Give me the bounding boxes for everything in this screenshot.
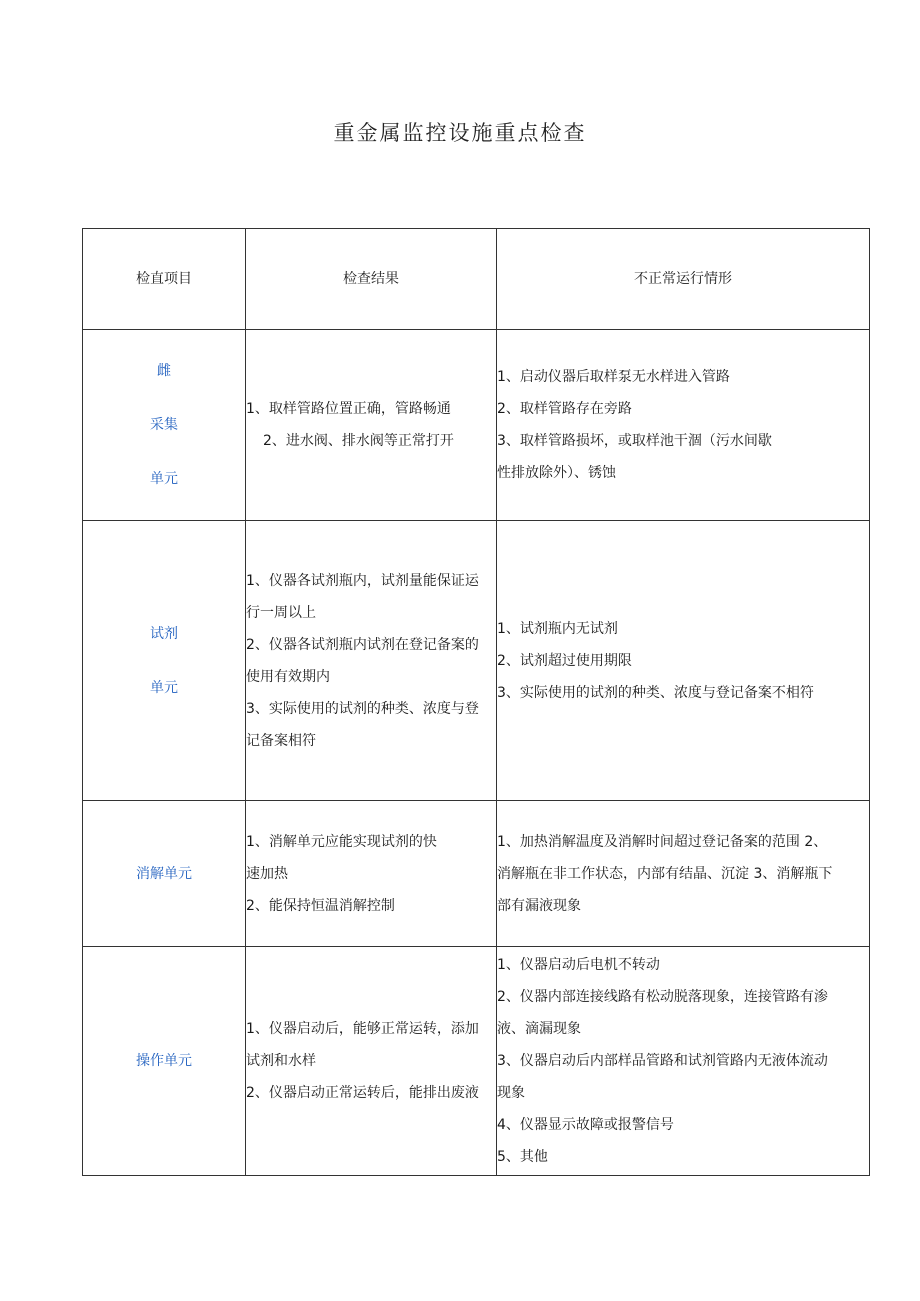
abnormal-line: 部有漏液现象 bbox=[497, 897, 581, 914]
abnormal-line: 5、其他 bbox=[497, 1149, 548, 1165]
abnormal-line: 2、试剂超过使用期限 bbox=[497, 652, 632, 669]
result-line: 2、仪器各试剂瓶内试剂在登记备案的 bbox=[246, 636, 479, 653]
unit-label: 单元 bbox=[150, 679, 178, 696]
result-line: 行一周以上 bbox=[246, 604, 316, 621]
result-line: 1、仪器各试剂瓶内，试剂量能保证运 bbox=[246, 572, 479, 589]
abnormal-cell bbox=[497, 521, 870, 801]
result-cell bbox=[246, 330, 497, 521]
unit-cell bbox=[83, 947, 246, 1176]
table-row bbox=[83, 801, 870, 947]
result-line: 速加热 bbox=[246, 865, 288, 882]
abnormal-cell bbox=[497, 330, 870, 521]
result-line: 1、取样管路位置正确，管路畅通 bbox=[246, 401, 451, 417]
unit-label: 单元 bbox=[150, 471, 178, 487]
abnormal-line: 消解瓶在非工作状态，内部有结晶、沉淀 3、消解瓶下 bbox=[497, 865, 833, 882]
unit-cell bbox=[83, 330, 246, 521]
header-abnormal: 不正常运行情形 bbox=[497, 229, 870, 330]
table-row bbox=[83, 521, 870, 801]
inspection-table bbox=[82, 228, 870, 1176]
abnormal-line: 1、仪器启动后电机不转动 bbox=[497, 957, 660, 973]
table-header-row bbox=[83, 229, 870, 330]
page-title: 重金属监控设施重点检查 bbox=[333, 121, 587, 145]
result-line: 使用有效期内 bbox=[246, 668, 330, 685]
result-line: 2、进水阀、排水阀等正常打开 bbox=[263, 433, 454, 449]
table-row bbox=[83, 947, 870, 1176]
abnormal-line: 液、滴漏现象 bbox=[497, 1021, 581, 1037]
result-line: 记备案相符 bbox=[246, 732, 316, 749]
result-line: 1、仪器启动后，能够正常运转，添加 bbox=[246, 1021, 479, 1037]
unit-label: 操作单元 bbox=[136, 1053, 192, 1069]
table-row bbox=[83, 330, 870, 521]
result-cell bbox=[246, 947, 497, 1176]
abnormal-line: 现象 bbox=[497, 1085, 525, 1101]
result-line: 1、消解单元应能实现试剂的快 bbox=[246, 833, 437, 850]
abnormal-cell bbox=[497, 947, 870, 1176]
abnormal-line: 2、仪器内部连接线路有松动脱落现象，连接管路有渗 bbox=[497, 989, 828, 1005]
abnormal-line: 4、仪器显示故障或报警信号 bbox=[497, 1117, 674, 1133]
abnormal-line: 1、加热消解温度及消解时间超过登记备案的范围 2、 bbox=[497, 833, 828, 850]
header-result: 检查结果 bbox=[246, 229, 497, 330]
abnormal-line: 3、取样管路损坏，或取样池干涸（污水间歇 bbox=[497, 433, 772, 449]
unit-label: 采集 bbox=[150, 417, 178, 433]
abnormal-cell bbox=[497, 801, 870, 947]
result-line: 3、实际使用的试剂的种类、浓度与登 bbox=[246, 700, 479, 717]
header-item: 检直项目 bbox=[83, 229, 246, 330]
abnormal-line: 3、仪器启动后内部样品管路和试剂管路内无液体流动 bbox=[497, 1053, 828, 1069]
unit-label: 雌 bbox=[157, 363, 171, 379]
abnormal-line: 性排放除外）、锈蚀 bbox=[497, 465, 616, 481]
unit-label: 试剂 bbox=[150, 625, 178, 642]
result-line: 2、能保持恒温消解控制 bbox=[246, 897, 395, 914]
result-line: 试剂和水样 bbox=[246, 1053, 316, 1069]
abnormal-line: 1、启动仪器后取样泵无水样进入管路 bbox=[497, 369, 730, 385]
unit-cell bbox=[83, 801, 246, 947]
result-line: 2、仪器启动正常运转后，能排出废液 bbox=[246, 1085, 479, 1101]
abnormal-line: 3、实际使用的试剂的种类、浓度与登记备案不相符 bbox=[497, 684, 814, 701]
unit-label: 消解单元 bbox=[136, 865, 192, 882]
unit-cell bbox=[83, 521, 246, 801]
abnormal-line: 1、试剂瓶内无试剂 bbox=[497, 620, 618, 637]
result-cell bbox=[246, 801, 497, 947]
result-cell bbox=[246, 521, 497, 801]
abnormal-line: 2、取样管路存在旁路 bbox=[497, 401, 632, 417]
